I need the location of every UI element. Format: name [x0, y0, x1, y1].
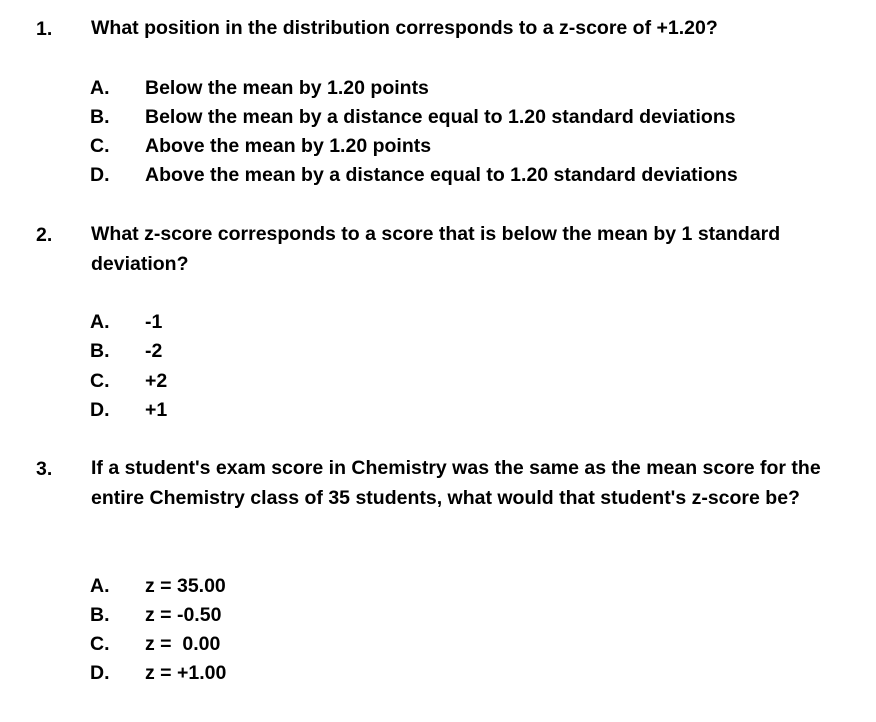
option-text: Above the mean by 1.20 points: [145, 135, 432, 157]
option-letter: C.: [90, 370, 110, 392]
option-letter: A.: [90, 77, 110, 99]
option-letter: B.: [90, 604, 110, 626]
option-text: +2: [145, 370, 168, 392]
option-letter: B.: [90, 340, 110, 362]
question-number: 2.: [36, 224, 53, 246]
option-text: -1: [145, 311, 163, 333]
option-text: z = 0.00: [145, 633, 221, 655]
option-letter: D.: [90, 662, 110, 684]
question-number: 3.: [36, 458, 53, 480]
option-letter: A.: [90, 311, 110, 333]
option-text: Below the mean by a distance equal to 1.20 standard deviations: [145, 106, 736, 128]
option-text: z = 35.00: [145, 575, 226, 597]
option-letter: B.: [90, 106, 110, 128]
question-number: 1.: [36, 18, 53, 40]
question-text: What z-score corresponds to a score that is below the mean by 1 standard deviation?: [91, 223, 781, 275]
option-text: -2: [145, 340, 163, 362]
option-letter: D.: [90, 164, 110, 186]
option-text: +1: [145, 399, 168, 421]
option-text: Below the mean by 1.20 points: [145, 77, 429, 99]
question-text: What position in the distribution corresponds to a z-score of +1.20?: [91, 17, 718, 39]
option-letter: D.: [90, 399, 110, 421]
option-text: Above the mean by a distance equal to 1.20 standard deviations: [145, 164, 738, 186]
option-letter: C.: [90, 135, 110, 157]
question-text: If a student's exam score in Chemistry was the same as the mean score for the entire Chemistry class of 35 students, what would that student's z-score be?: [91, 457, 821, 509]
option-text: z = +1.00: [145, 662, 227, 684]
option-text: z = -0.50: [145, 604, 222, 626]
option-letter: A.: [90, 575, 110, 597]
option-letter: C.: [90, 633, 110, 655]
